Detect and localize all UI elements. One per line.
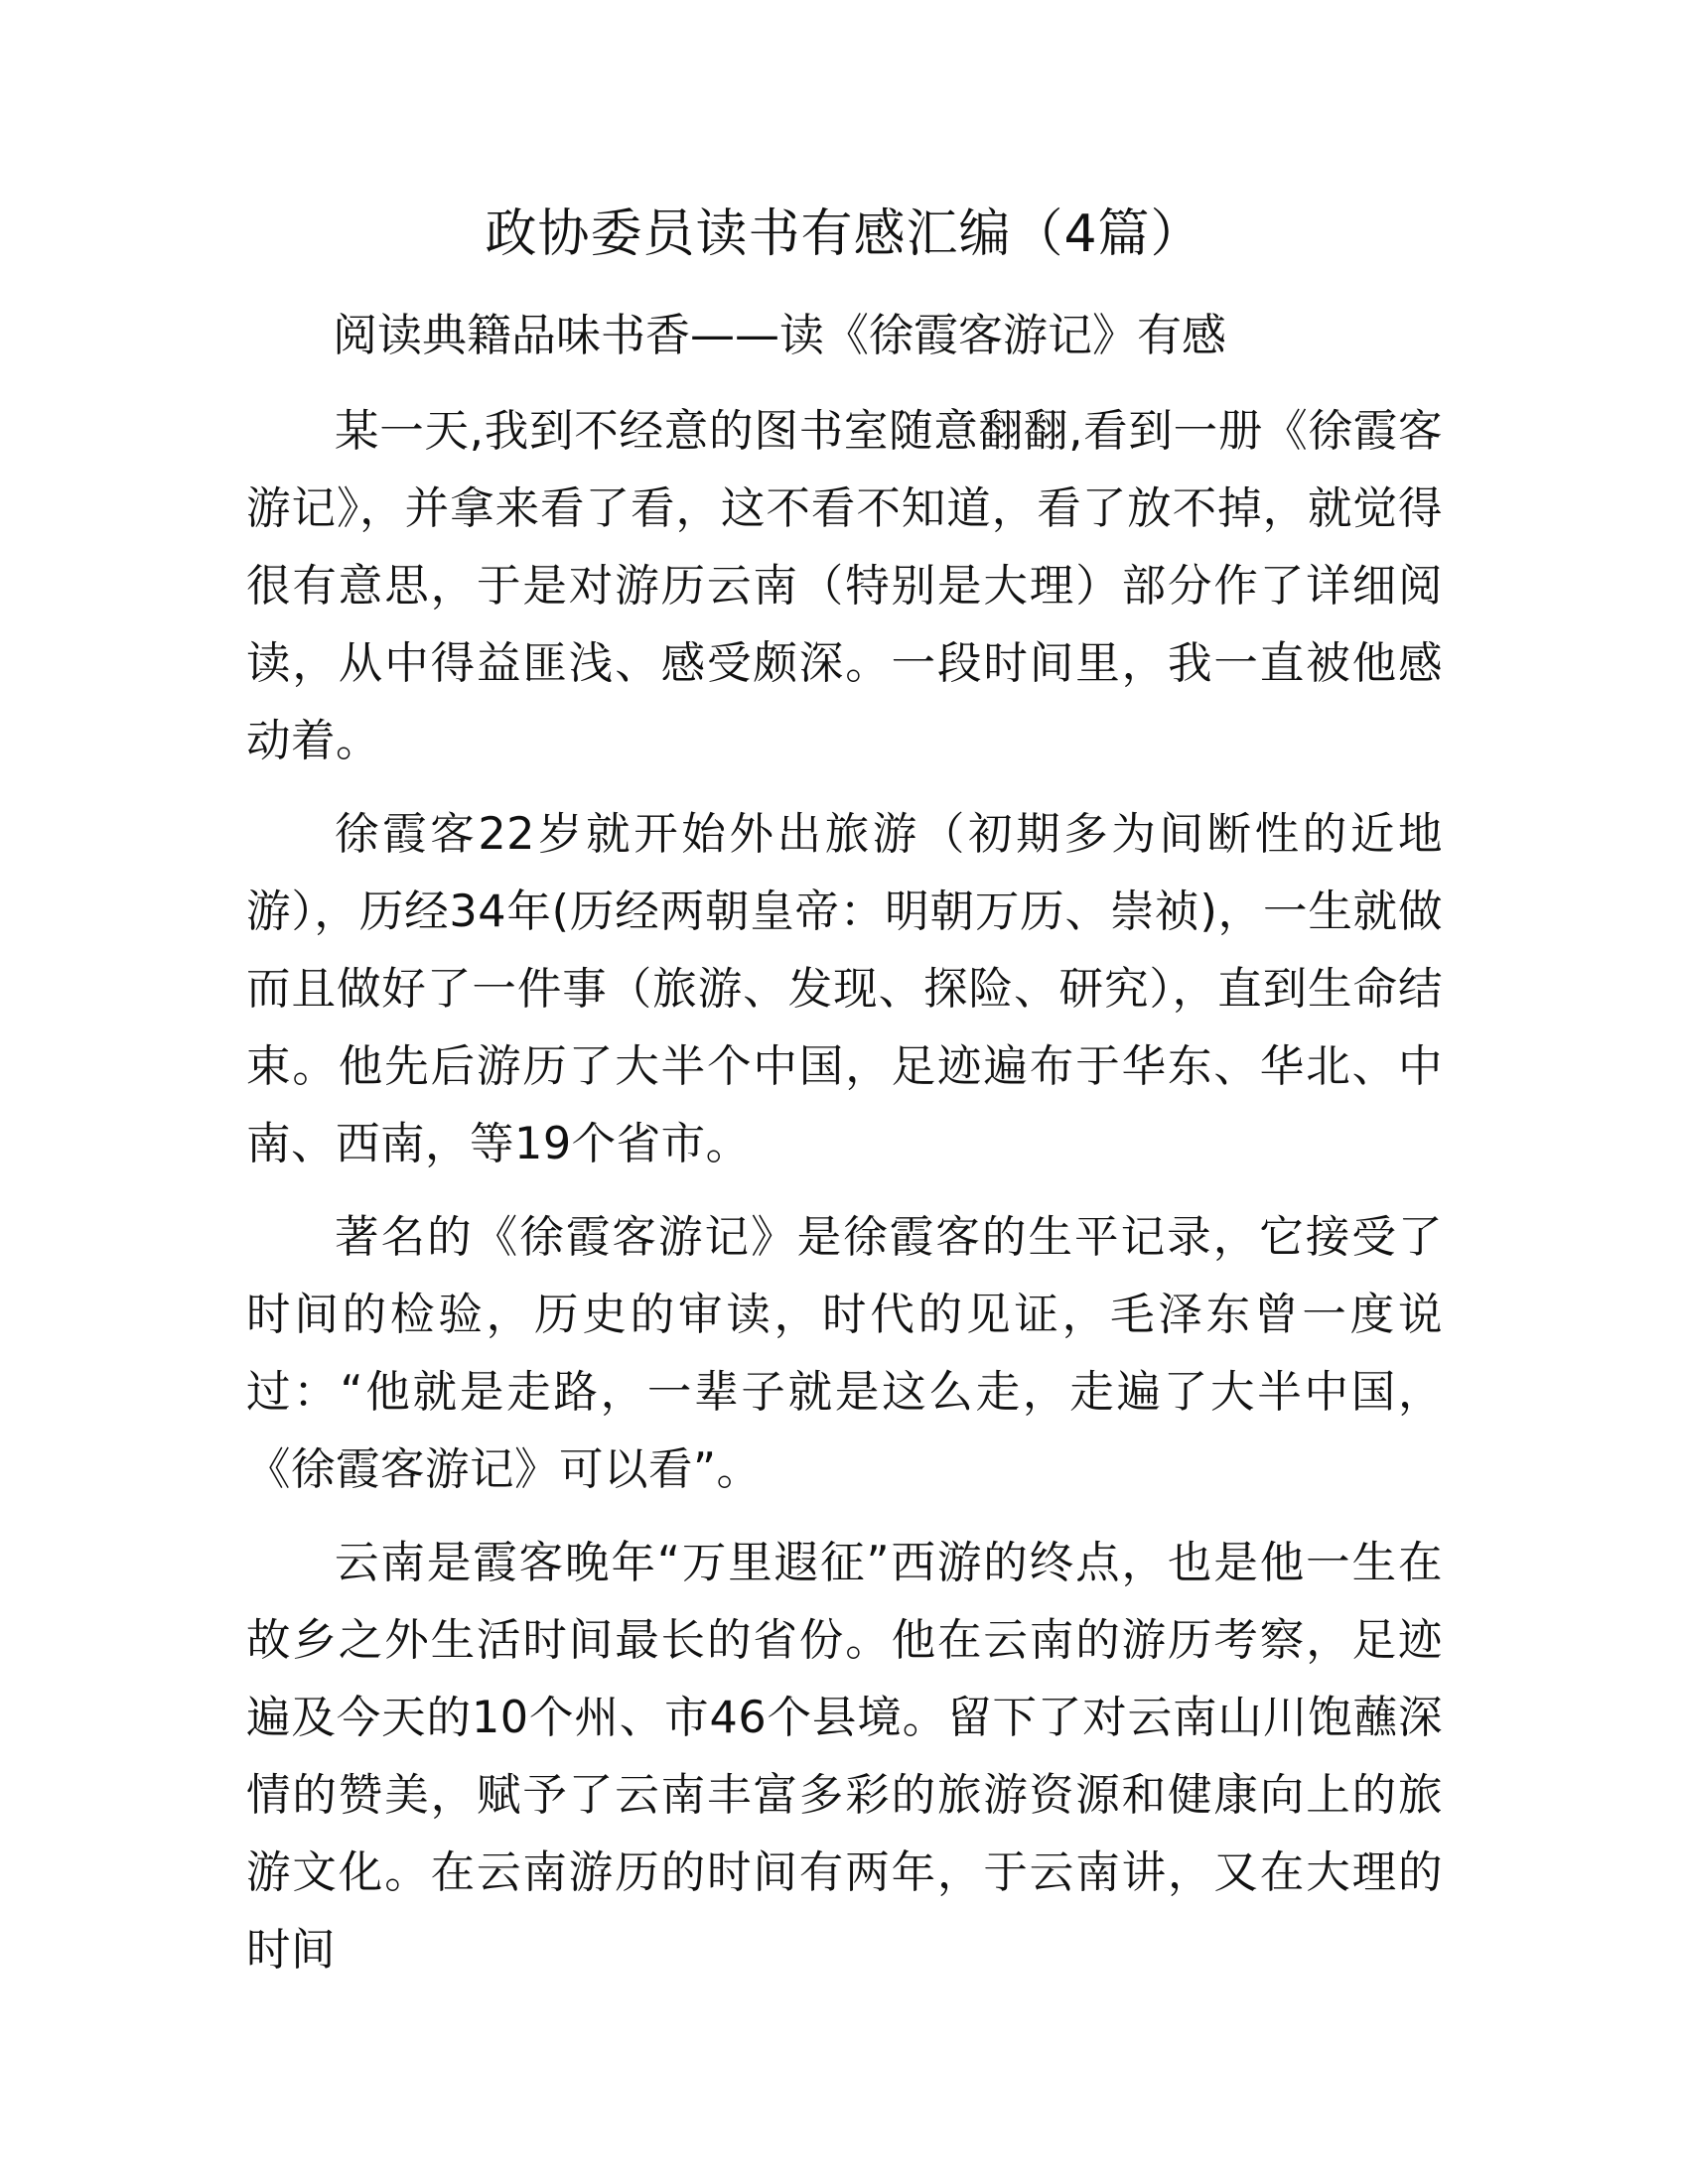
document-body (246, 393, 1443, 2005)
paragraph: 某一天,我到不经意的图书室随意翻翻,看到一册《徐霞客游记》，并拿来看了看，这不看不知道，看了放不掉，就觉得很有意思，于是对游历云南（特别是大理）部分作了详细阅读，从中得益匪浅、感受颇深。一段时间里，我一直被他感动着。 (246, 406, 1443, 766)
document-subtitle: 阅读典籍品味书香——读《徐霞客游记》有感 (333, 309, 1227, 361)
paragraph: 徐霞客22岁就开始外出旅游（初期多为间断性的近地游），历经34年(历经两朝皇帝：明朝万历、崇祯)，一生就做而且做好了一件事（旅游、发现、探险、研究），直到生命结束。他先后游历了大半个中国，足迹遍布于华东、华北、中南、西南，等19个省市。 (246, 809, 1443, 1169)
document-title: 政协委员读书有感汇编（4篇） (485, 205, 1203, 264)
paragraph: 著名的《徐霞客游记》是徐霞客的生平记录，它接受了时间的检验，历史的审读，时代的见证，毛泽东曾一度说过：“他就是走路，一辈子就是这么走，走遍了大半中国，《徐霞客游记》可以看”。 (246, 1212, 1443, 1495)
paragraph: 云南是霞客晚年“万里遐征”西游的终点，也是他一生在故乡之外生活时间最长的省份。他在云南的游历考察，足迹遍及今天的10个州、市46个县境。留下了对云南山川饱蘸深情的赞美，赋予了云南丰富多彩的旅游资源和健康向上的旅游文化。在云南游历的时间有两年，于云南讲，又在大理的时间 (246, 1538, 1443, 1976)
